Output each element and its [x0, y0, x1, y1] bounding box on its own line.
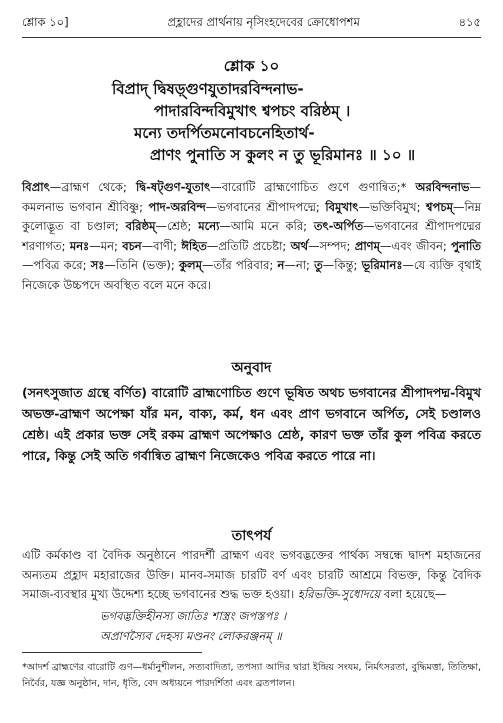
synonym-meaning: —বাণী; — [141, 238, 182, 253]
synonym-meaning: —যে ব্যক্তি বৃথাই নিজেকে উচ্চপদে অবস্থিত বলে মনে করে। — [22, 258, 482, 292]
synonym-meaning: —এবং জীবন; — [380, 238, 452, 253]
synonym-term: ঈহিত — [181, 238, 207, 253]
synonym-meaning: —শ্রেষ্ঠ; — [155, 219, 199, 233]
synonym-term: প্রাণম্ — [354, 238, 381, 253]
running-header — [22, 14, 481, 36]
quote-line: অপ্রাণস্যৈব দেহস্য মণ্ডনং লোকরঞ্জনম্ ॥ — [100, 629, 282, 643]
sanskrit-verse — [30, 78, 473, 166]
synonym-meaning: —ভক্তিবিমুখ; — [358, 199, 426, 214]
synonym-term: ভূরিমানঃ — [361, 258, 403, 272]
synonym-meaning: —কমলনাভ ভগবান শ্রীবিষ্ণু; — [22, 180, 482, 214]
purport-quote — [100, 606, 463, 646]
synonym-term: তৎ-অর্পিত — [313, 219, 364, 233]
synonym-term: শ্বপচম্ — [426, 199, 453, 214]
purport-text — [22, 546, 481, 605]
footnote: *আদর্শ ব্রাহ্মণের বারোটি গুণ—ধর্মানুশীলন, সত্যবাদিতা, তপস্যা আদির দ্বারা ইন্দ্রিয় সংযম, নির্মৎসরতা, বুদ্ধিমত্তা, তিতিক্ষা, নির্বৈর, যজ্ঞ অনুষ্ঠান, দান, ধৃতি, বেদ অধ্যয়নে পারদর্শিতা এবং ব্রতপালন। — [22, 662, 481, 689]
synonym-term: অরবিন্দনাভ — [415, 180, 470, 194]
verse-line: বিপ্রাদ্ দ্বিষড়্গুণযুতাদরবিন্দনাভ- — [112, 80, 304, 98]
synonym-term: ন — [277, 258, 285, 272]
synonym-term: কুলম্ — [178, 258, 202, 272]
synonym-meaning: —সম্পদ; — [308, 238, 355, 253]
synonym-term: বরিষ্ঠম্ — [125, 219, 156, 233]
purport-body-end: বলা হয়েছে— — [380, 587, 447, 601]
synonym-meaning: —ভগবানের শ্রীপাদপদ্মে; — [205, 199, 326, 214]
purport-body: এটি কর্মকাণ্ড বা বৈদিক অনুষ্ঠানে পারদর্শী ব্রাহ্মণ এবং ভগবদ্ভক্তের পার্থক্য সম্বন্ধে দ্বাদশ মহাজনের অন্যতম প্রহ্লাদ মহারাজের উক্তি। মানব-সমাজ চারটি বর্ণ এবং চারটি আশ্রমে বিভক্ত, কিন্তু বৈদিক সমাজ-ব্যবস্থার মুখ্য উদ্দেশ্য হচ্ছে ভগবানের শুদ্ধ ভক্ত হওয়া। — [22, 548, 481, 601]
header-chapter-title: প্রহ্লাদের প্রার্থনায় নৃসিংহদেবের ক্রোধোপশম — [167, 15, 360, 29]
synonym-meaning: —তিনি (ভক্ত); — [104, 258, 179, 272]
translation-heading: অনুবাদ — [231, 360, 272, 376]
verse-title: শ্লোক ১০ — [223, 57, 280, 75]
synonym-meaning: —তাঁর পরিবার; — [201, 258, 278, 272]
synonym-term: বচন — [122, 238, 142, 253]
page-number: ৪১৫ — [458, 15, 481, 29]
header-divider — [22, 37, 481, 38]
synonym-meaning: —নিম্ন কুলোদ্ভূত বা চণ্ডাল; — [22, 199, 481, 233]
purport-source: হরিভক্তি-সুধোদয়ে — [297, 587, 381, 601]
synonym-term: বিপ্রাৎ — [22, 180, 50, 194]
synonym-meaning: —ভগবানের শ্রীপাদপদ্মের শরণাগত; — [22, 219, 481, 253]
synonym-meaning: —মন; — [89, 238, 123, 253]
quote-line: ভগবদ্ভক্তিহীনস্য জাতিঃ শাস্ত্রং জপস্তপঃ । — [100, 609, 287, 623]
synonym-meaning: —পবিত্র করে; — [22, 258, 91, 272]
synonym-term: পাদ-অরবিন্দ — [148, 199, 206, 214]
synonym-term: মন্যে — [198, 219, 220, 233]
synonym-term: বিমুখাৎ — [325, 199, 359, 214]
word-for-word-synonyms — [22, 178, 481, 295]
synonym-meaning: —কিন্তু; — [322, 258, 362, 272]
synonym-meaning: —প্রতিটি প্রচেষ্টা; — [206, 238, 291, 253]
verse-line: পাদারবিন্দবিমুখাৎ শ্বপচং বরিষ্ঠম্ । — [154, 102, 351, 120]
synonym-term: পুনাতি — [451, 238, 481, 253]
synonym-meaning: —না; — [284, 258, 315, 272]
purport-heading: তাৎপর্য — [231, 528, 272, 544]
header-verse-ref: শ্লোক ১০] — [22, 15, 69, 29]
synonym-term: তু — [314, 258, 323, 272]
verse-line: প্রাণং পুনাতি স কুলং ন তু ভূরিমানঃ ॥ ১০ ॥ — [150, 146, 416, 164]
synonym-term: অর্থ — [290, 238, 309, 253]
synonym-term: সঃ — [90, 258, 105, 272]
synonym-meaning: —ব্রাহ্মণ থেকে; — [49, 180, 136, 194]
synonym-meaning: —বারোটি ব্রাহ্মণোচিত গুণে গুণান্বিত;* — [210, 180, 416, 194]
footnote-divider — [22, 652, 202, 653]
synonym-meaning: —আমি মনে করি; — [219, 219, 314, 233]
synonym-term: মনঃ — [69, 238, 90, 253]
synonym-term: দ্বি-ষট্‌গুণ-যুতাৎ — [135, 180, 211, 194]
translation-text: (সনৎসুজাত গ্রন্থে বর্ণিত) বারোটি ব্রাহ্মণোচিত গুণে ভূষিত অথচ ভগবানের শ্রীপাদপদ্ম-বিমুখ অভক্ত-ব্রাহ্মণ অপেক্ষা যাঁর মন, বাক্য, কর্ম, ধন এবং প্রাণ ভগবানে অর্পিত, সেই চণ্ডালও শ্রেষ্ঠ। এই প্রকার ভক্ত সেই রকম ব্রাহ্মণ অপেক্ষাও শ্রেষ্ঠ, কারণ ভক্ত তাঁর কুল পবিত্র করতে পারে, কিন্তু সেই অতি গর্বান্বিত ব্রাহ্মণ নিজেকেও পবিত্র করতে পারে না। — [22, 385, 481, 463]
verse-line: মন্যে তদর্পিতমনোবচনেহিতার্থ- — [134, 124, 315, 142]
